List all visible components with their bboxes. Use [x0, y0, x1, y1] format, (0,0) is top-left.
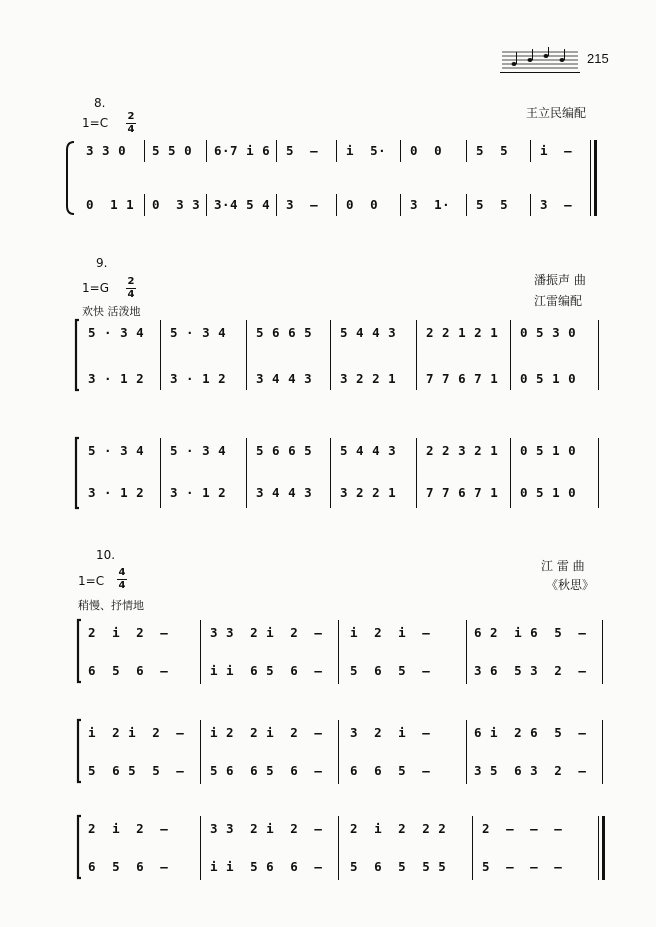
measure: 0 0: [346, 197, 379, 212]
bar-line: [336, 140, 337, 162]
measure: 2 i 2 –: [88, 625, 169, 640]
piece-number: 8.: [94, 96, 106, 110]
score-system: [64, 138, 604, 218]
work-title: 《秋思》: [546, 578, 595, 592]
time-signature: 4 4: [118, 567, 126, 591]
measure: 2 2 1 2 1: [426, 325, 499, 340]
measure: i 2 2 i 2 –: [210, 725, 323, 740]
measure: 5 – – –: [482, 859, 563, 874]
measure: 6 6 5 –: [350, 763, 431, 778]
score-system: [72, 716, 612, 788]
bar-line: [400, 140, 401, 162]
measure: 5 6 5 5 –: [88, 763, 185, 778]
page-header-icon: [500, 46, 580, 72]
measure: 6·7 i 6: [214, 143, 271, 158]
measure: 3 3 0: [86, 143, 127, 158]
bar-line: [144, 140, 145, 162]
measure: i 5·: [346, 143, 387, 158]
measure: 3 3 2 i 2 –: [210, 821, 323, 836]
bar-line: [276, 140, 277, 162]
final-bar-thick: [594, 140, 597, 216]
measure: 3 · 1 2: [88, 485, 145, 500]
composer-credit: 江 雷 曲: [541, 559, 585, 573]
bar-line: [338, 816, 339, 880]
bar-line: [200, 720, 201, 784]
bar-line: [466, 194, 467, 216]
bar-line: [338, 620, 339, 684]
measure: 3 1·: [410, 197, 451, 212]
measure: i i 5 6 6 –: [210, 859, 323, 874]
measure: 0 0: [410, 143, 443, 158]
measure: 3 2 2 1: [340, 371, 397, 386]
measure: 3 · 1 2: [170, 371, 227, 386]
key-signature: 1=G: [82, 281, 109, 295]
measure: 3 2 2 1: [340, 485, 397, 500]
measure: 0 5 1 0: [520, 485, 577, 500]
final-bar-thin: [598, 816, 599, 880]
bar-line: [330, 438, 331, 508]
bar-line: [530, 140, 531, 162]
final-bar-thin: [590, 140, 591, 216]
measure: 5 4 4 3: [340, 443, 397, 458]
measure: i i 6 5 6 –: [210, 663, 323, 678]
measure: 3·4 5 4: [214, 197, 271, 212]
measure: 0 3 3: [152, 197, 201, 212]
bar-line: [160, 438, 161, 508]
measure: 5 5 0: [152, 143, 193, 158]
bar-line: [246, 320, 247, 390]
measure: 5 · 3 4: [170, 443, 227, 458]
bar-line: [510, 320, 511, 390]
bar-line: [598, 320, 599, 390]
measure: 7 7 6 7 1: [426, 371, 499, 386]
bar-line: [200, 620, 201, 684]
arranger-credit: 江雷编配: [534, 294, 583, 308]
measure: 2 i 2 2 2: [350, 821, 447, 836]
page-number: 215: [587, 51, 609, 66]
measure: i 2 i –: [350, 625, 431, 640]
measure: 5 6 6 5 6 –: [210, 763, 323, 778]
bar-line: [276, 194, 277, 216]
measure: i 2 i 2 –: [88, 725, 185, 740]
bar-line: [160, 320, 161, 390]
measure: 5 6 6 5: [256, 443, 313, 458]
measure: 3 · 1 2: [170, 485, 227, 500]
key-signature: 1=C: [78, 574, 105, 588]
bar-line: [598, 438, 599, 508]
time-signature: 2 4: [127, 111, 135, 135]
piece-number: 9.: [96, 256, 108, 270]
measure: 5 5: [476, 143, 509, 158]
bar-line: [472, 816, 473, 880]
measure: 3 3 2 i 2 –: [210, 625, 323, 640]
measure: 6 5 6 –: [88, 859, 169, 874]
bar-line: [144, 194, 145, 216]
tempo-expression: 稍慢、抒情地: [78, 599, 144, 612]
measure: 5 6 5 5 5: [350, 859, 447, 874]
score-system: [70, 318, 610, 392]
measure: 5 6 5 –: [350, 663, 431, 678]
measure: 5 –: [286, 143, 319, 158]
measure: 6 5 6 –: [88, 663, 169, 678]
composer-credit: 潘振声 曲: [534, 273, 586, 287]
bar-line: [206, 140, 207, 162]
measure: 3 · 1 2: [88, 371, 145, 386]
header-rule: [500, 72, 580, 73]
measure: 3 –: [540, 197, 573, 212]
measure: 2 – – –: [482, 821, 563, 836]
measure: i –: [540, 143, 573, 158]
bar-line: [330, 320, 331, 390]
bar-line: [466, 720, 467, 784]
bar-line: [246, 438, 247, 508]
measure: 3 6 5 3 2 –: [474, 663, 587, 678]
time-signature: 2 4: [127, 276, 135, 300]
bar-line: [200, 816, 201, 880]
bar-line: [602, 620, 603, 684]
measure: 5 5: [476, 197, 509, 212]
measure: 3 4 4 3: [256, 371, 313, 386]
measure: 0 5 1 0: [520, 371, 577, 386]
measure: 2 i 2 –: [88, 821, 169, 836]
bar-line: [510, 438, 511, 508]
measure: 5 · 3 4: [88, 325, 145, 340]
bar-line: [416, 320, 417, 390]
bar-line: [400, 194, 401, 216]
arranger-credit: 王立民编配: [526, 106, 587, 120]
tempo-expression: 欢快 活泼地: [82, 305, 141, 318]
measure: 5 · 3 4: [88, 443, 145, 458]
bar-line: [602, 720, 603, 784]
bar-line: [206, 194, 207, 216]
measure: 3 5 6 3 2 –: [474, 763, 587, 778]
measure: 6 2 i 6 5 –: [474, 625, 587, 640]
key-signature: 1=C: [82, 116, 109, 130]
measure: 3 4 4 3: [256, 485, 313, 500]
bar-line: [336, 194, 337, 216]
measure: 5 · 3 4: [170, 325, 227, 340]
measure: 0 5 3 0: [520, 325, 577, 340]
measure: 2 2 3 2 1: [426, 443, 499, 458]
measure: 3 2 i –: [350, 725, 431, 740]
final-bar-thick: [602, 816, 605, 880]
bar-line: [466, 620, 467, 684]
score-system: [70, 436, 610, 510]
measure: 0 1 1: [86, 197, 135, 212]
measure: 5 4 4 3: [340, 325, 397, 340]
score-system: [72, 616, 612, 688]
measure: 6 i 2 6 5 –: [474, 725, 587, 740]
measure: 5 6 6 5: [256, 325, 313, 340]
bar-line: [466, 140, 467, 162]
piece-number: 10.: [96, 548, 116, 562]
measure: 3 –: [286, 197, 319, 212]
score-system: [72, 812, 612, 884]
bar-line: [416, 438, 417, 508]
measure: 0 5 1 0: [520, 443, 577, 458]
bar-line: [338, 720, 339, 784]
measure: 7 7 6 7 1: [426, 485, 499, 500]
bar-line: [530, 194, 531, 216]
